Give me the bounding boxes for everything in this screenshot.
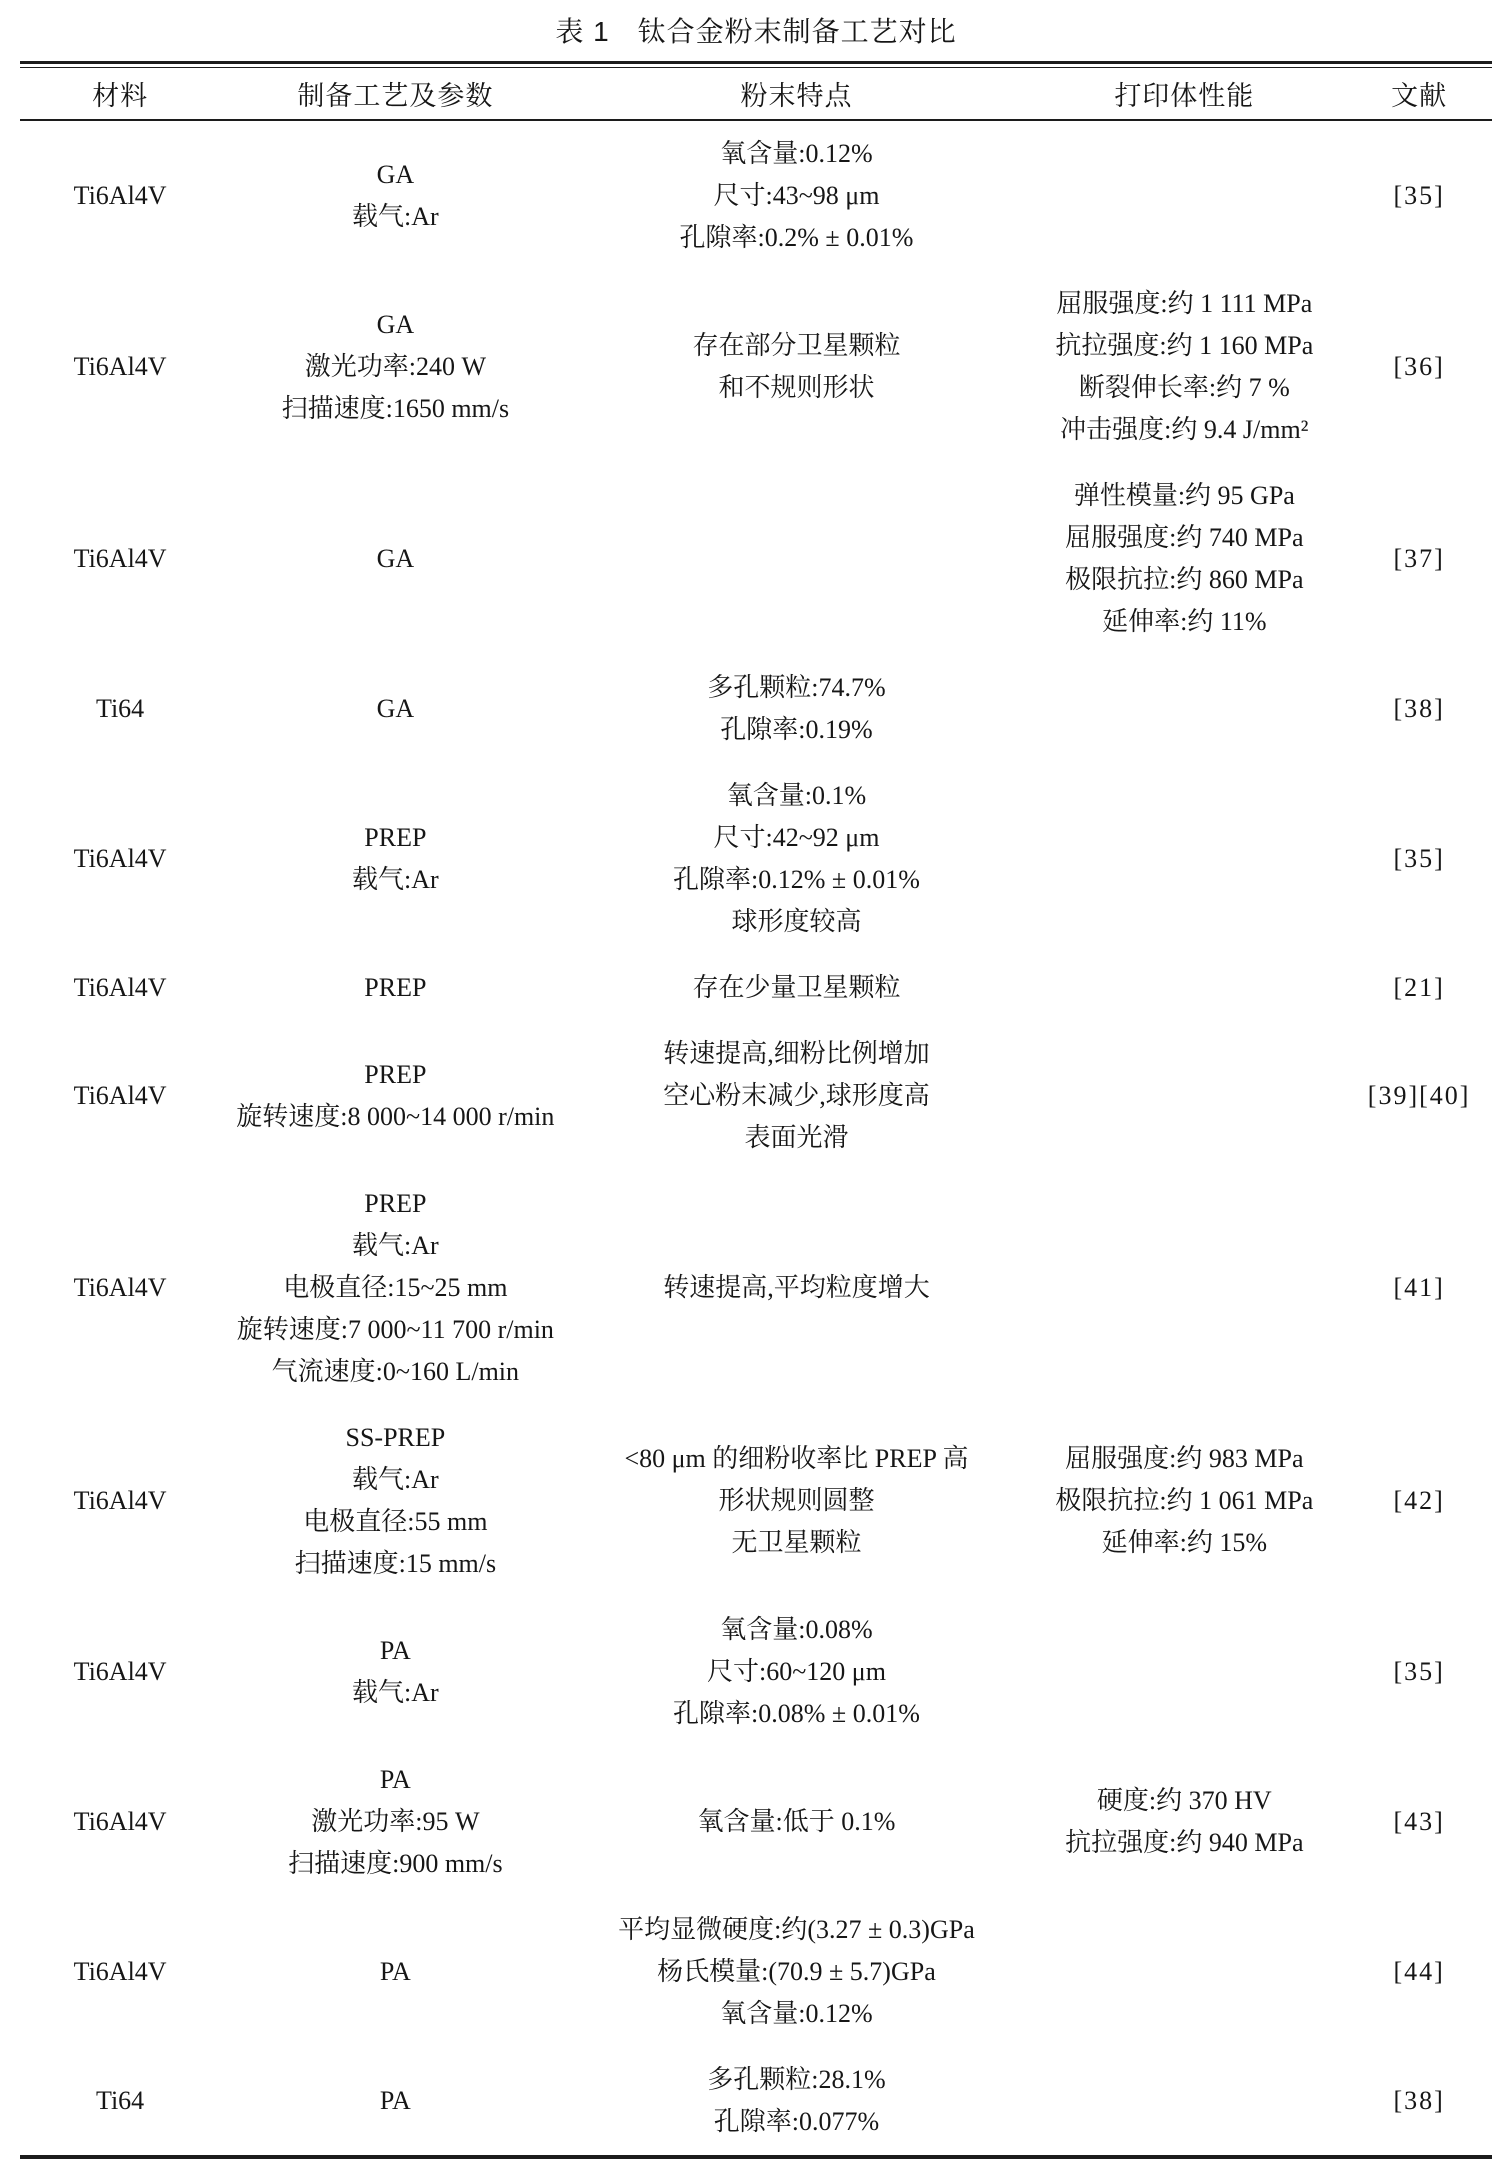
cell-line: 硬度:约 370 HV [1096, 1786, 1272, 1815]
cell-line: 空心粉末减少,球形度高 [663, 1081, 930, 1110]
cell-material: Ti6Al4V [73, 1486, 167, 1515]
table-row [20, 271, 1492, 463]
cell-material: Ti6Al4V [73, 1273, 167, 1302]
cell-reference: [43] [1393, 1807, 1445, 1836]
cell-line: 电极直径:15~25 mm [283, 1273, 508, 1302]
cell-line: 弹性模量:约 95 GPa [1073, 481, 1295, 510]
cell-line: 多孔颗粒:28.1% [707, 2065, 886, 2094]
table-row [20, 1405, 1492, 1597]
cell-line: GA [376, 544, 415, 573]
cell-line: PREP [364, 973, 427, 1002]
cell-performance [1022, 463, 1346, 655]
cell-line: 多孔颗粒:74.7% [707, 673, 886, 702]
cell-material: Ti6Al4V [73, 973, 167, 1002]
cell-line: 和不规则形状 [718, 373, 875, 402]
cell-line: 扫描速度:1650 mm/s [281, 394, 510, 423]
cell-process [220, 463, 570, 655]
cell-line: 延伸率:约 11% [1102, 607, 1267, 636]
cell-line: PA [379, 2086, 411, 2115]
cell-features [571, 1747, 1023, 1897]
cell-features [571, 271, 1023, 463]
cell-line: 载气:Ar [352, 1231, 439, 1260]
cell-features [571, 463, 1023, 655]
cell-line: 孔隙率:0.08% ± 0.01% [673, 1699, 920, 1728]
cell-performance [1022, 763, 1346, 955]
cell-features [571, 1897, 1023, 2047]
cell-performance [1022, 1021, 1346, 1171]
cell-line: 延伸率:约 15% [1101, 1528, 1268, 1557]
cell-performance [1022, 2047, 1346, 2157]
cell-line: PA [379, 1636, 411, 1665]
table-caption-label: 表 1 [555, 16, 610, 47]
cell-line: 尺寸:43~98 μm [713, 181, 880, 210]
cell-material: Ti6Al4V [73, 844, 167, 873]
table-row [20, 955, 1492, 1021]
cell-process [220, 1171, 570, 1405]
cell-line: PREP [364, 1189, 427, 1218]
cell-line: 电极直径:55 mm [303, 1507, 488, 1536]
cell-reference: [35] [1393, 844, 1445, 873]
cell-line: PA [379, 1957, 411, 1986]
cell-line: 扫描速度:15 mm/s [294, 1549, 497, 1578]
cell-process [220, 1597, 570, 1747]
cell-line: 无卫星颗粒 [731, 1528, 862, 1557]
cell-line: 冲击强度:约 9.4 J/mm² [1060, 415, 1309, 444]
cell-line: 屈服强度:约 1 111 MPa [1056, 289, 1313, 318]
cell-line: 屈服强度:约 740 MPa [1065, 523, 1304, 552]
table-row [20, 463, 1492, 655]
cell-reference: [42] [1393, 1486, 1445, 1515]
table-row [20, 763, 1492, 955]
table-header-row [20, 68, 1492, 120]
cell-line: 孔隙率:0.077% [713, 2107, 880, 2136]
cell-line: 激光功率:240 W [304, 352, 486, 381]
cell-line: 平均显微硬度:约(3.27 ± 0.3)GPa [618, 1915, 975, 1944]
table-row [20, 1747, 1492, 1897]
cell-line: 载气:Ar [352, 865, 439, 894]
cell-reference: [41] [1393, 1273, 1445, 1302]
cell-line: 存在少量卫星颗粒 [692, 973, 901, 1002]
cell-material: Ti64 [95, 2086, 145, 2115]
cell-reference: [38] [1393, 2086, 1445, 2115]
cell-material: Ti6Al4V [73, 1957, 167, 1986]
cell-line: 断裂伸长率:约 7 % [1078, 373, 1290, 402]
cell-line: 氧含量:0.1% [726, 781, 867, 810]
cell-line: 转速提高,平均粒度增大 [663, 1273, 930, 1302]
cell-process [220, 2047, 570, 2157]
cell-features [571, 120, 1023, 271]
cell-line: 孔隙率:0.12% ± 0.01% [673, 865, 920, 894]
cell-line: 极限抗拉:约 860 MPa [1065, 565, 1304, 594]
cell-process [220, 1405, 570, 1597]
cell-features [571, 955, 1023, 1021]
cell-line: GA [376, 310, 415, 339]
cell-reference: [37] [1393, 544, 1445, 573]
cell-material: Ti6Al4V [73, 1081, 167, 1110]
cell-features [571, 1405, 1023, 1597]
col-header-print-performance: 打印体性能 [1022, 68, 1346, 120]
cell-performance [1022, 1597, 1346, 1747]
cell-line: 抗拉强度:约 1 160 MPa [1055, 331, 1314, 360]
cell-process [220, 655, 570, 763]
table-row [20, 1171, 1492, 1405]
cell-material: Ti6Al4V [73, 181, 167, 210]
cell-line: 屈服强度:约 983 MPa [1065, 1444, 1304, 1473]
col-header-material: 材料 [20, 68, 220, 120]
cell-process [220, 271, 570, 463]
cell-performance [1022, 271, 1346, 463]
cell-process [220, 763, 570, 955]
cell-reference: [39][40] [1367, 1081, 1471, 1110]
table-row [20, 655, 1492, 763]
cell-line: SS-PREP [345, 1423, 446, 1452]
cell-line: <80 μm 的细粉收率比 PREP 高 [624, 1444, 969, 1473]
cell-reference: [35] [1393, 1657, 1445, 1686]
col-header-powder-features: 粉末特点 [571, 68, 1023, 120]
cell-performance [1022, 1897, 1346, 2047]
cell-features [571, 1021, 1023, 1171]
cell-reference: [21] [1393, 973, 1445, 1002]
cell-line: 转速提高,细粉比例增加 [663, 1039, 930, 1068]
table-row [20, 2047, 1492, 2157]
cell-features [571, 655, 1023, 763]
cell-line: 氧含量:0.12% [720, 1999, 873, 2028]
cell-line: 杨氏模量:(70.9 ± 5.7)GPa [657, 1957, 936, 1986]
cell-features [571, 2047, 1023, 2157]
cell-line: PA [379, 1765, 411, 1794]
cell-reference: [38] [1393, 694, 1445, 723]
powder-process-comparison-table [20, 68, 1492, 2159]
cell-line: 抗拉强度:约 940 MPa [1065, 1828, 1304, 1857]
cell-line: 尺寸:60~120 μm [706, 1657, 886, 1686]
table-row [20, 120, 1492, 271]
cell-features [571, 1597, 1023, 1747]
cell-material: Ti64 [95, 694, 145, 723]
cell-features [571, 1171, 1023, 1405]
cell-line: GA [376, 160, 415, 189]
cell-line: 孔隙率:0.2% ± 0.01% [679, 223, 914, 252]
cell-line: PREP [364, 1060, 427, 1089]
cell-process [220, 955, 570, 1021]
cell-line: 氧含量:0.12% [720, 139, 873, 168]
cell-performance [1022, 1171, 1346, 1405]
cell-line: GA [376, 694, 415, 723]
cell-line: 球形度较高 [731, 907, 862, 936]
cell-process [220, 120, 570, 271]
cell-line: 孔隙率:0.19% [720, 715, 873, 744]
cell-line: 扫描速度:900 mm/s [288, 1849, 503, 1878]
cell-material: Ti6Al4V [73, 544, 167, 573]
cell-line: 存在部分卫星颗粒 [692, 331, 901, 360]
cell-line: 激光功率:95 W [311, 1807, 480, 1836]
table-body [20, 120, 1492, 2157]
col-header-process: 制备工艺及参数 [220, 68, 570, 120]
cell-material: Ti6Al4V [73, 352, 167, 381]
cell-line: 形状规则圆整 [718, 1486, 875, 1515]
cell-line: PREP [364, 823, 427, 852]
table-row [20, 1597, 1492, 1747]
cell-reference: [35] [1393, 181, 1445, 210]
cell-line: 旋转速度:8 000~14 000 r/min [236, 1102, 555, 1131]
cell-line: 表面光滑 [744, 1123, 849, 1152]
cell-line: 极限抗拉:约 1 061 MPa [1055, 1486, 1314, 1515]
cell-material: Ti6Al4V [73, 1657, 167, 1686]
table-row [20, 1021, 1492, 1171]
cell-features [571, 763, 1023, 955]
cell-process [220, 1897, 570, 2047]
cell-material: Ti6Al4V [73, 1807, 167, 1836]
cell-performance [1022, 1747, 1346, 1897]
cell-reference: [44] [1393, 1957, 1445, 1986]
table-caption-title: 钛合金粉末制备工艺对比 [637, 16, 957, 47]
table-top-rule-thick [20, 61, 1492, 64]
cell-performance [1022, 1405, 1346, 1597]
cell-performance [1022, 955, 1346, 1021]
cell-process [220, 1021, 570, 1171]
cell-performance [1022, 655, 1346, 763]
table-caption [20, 0, 1492, 61]
cell-performance [1022, 120, 1346, 271]
cell-line: 旋转速度:7 000~11 700 r/min [236, 1315, 554, 1344]
table-row [20, 1897, 1492, 2047]
cell-line: 氧含量:0.08% [720, 1615, 873, 1644]
cell-line: 氧含量:低于 0.1% [697, 1807, 896, 1836]
cell-line: 载气:Ar [352, 202, 439, 231]
cell-line: 载气:Ar [352, 1465, 439, 1494]
cell-reference: [36] [1393, 352, 1445, 381]
cell-line: 气流速度:0~160 L/min [271, 1357, 520, 1386]
cell-process [220, 1747, 570, 1897]
col-header-references: 文献 [1346, 68, 1492, 120]
cell-line: 载气:Ar [352, 1678, 439, 1707]
cell-line: 尺寸:42~92 μm [713, 823, 880, 852]
